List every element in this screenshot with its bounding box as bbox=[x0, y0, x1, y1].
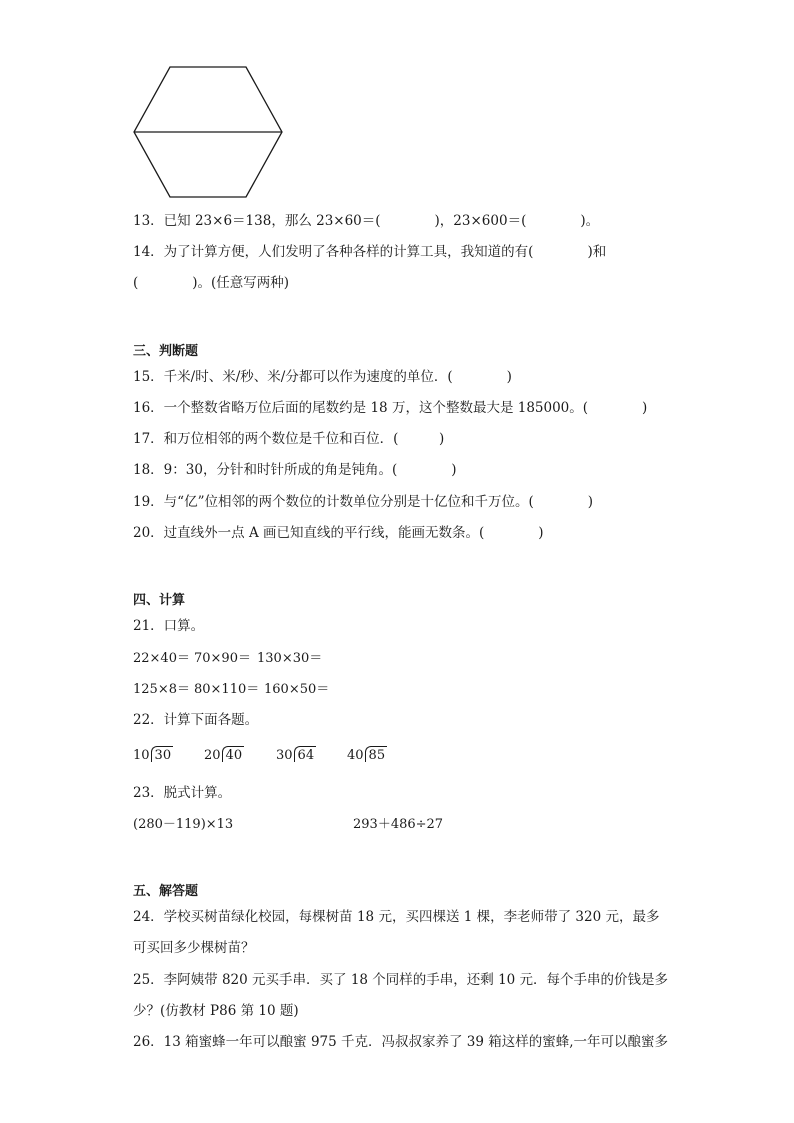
question-22: 22．计算下面各题。 bbox=[133, 712, 259, 728]
section-calculation-heading: 四、计算 bbox=[133, 593, 186, 608]
divisor: 20 bbox=[204, 748, 221, 763]
long-division bbox=[347, 746, 387, 762]
question-16: 16．一个整数省略万位后面的尾数约是 18 万，这个整数最大是 185000。( ) bbox=[133, 400, 648, 416]
long-division bbox=[276, 746, 316, 762]
question-15: 15．千米/时、米/秒、米/分都可以作为速度的单位．( ) bbox=[133, 369, 512, 385]
question-17: 17．和万位相邻的两个数位是千位和百位．( ) bbox=[133, 431, 445, 447]
question-14-line2: ( )。(任意写两种) bbox=[133, 275, 290, 291]
oral-calc-item: 125×8＝ bbox=[133, 682, 190, 697]
question-24-line2: 可买回多少棵树苗？ bbox=[133, 940, 255, 956]
divisor: 30 bbox=[276, 748, 293, 763]
dividend: 85 bbox=[365, 746, 388, 762]
question-23: 23．脱式计算。 bbox=[133, 785, 232, 801]
dividend: 64 bbox=[294, 746, 317, 762]
oral-calc-item: 130×30＝ bbox=[257, 651, 323, 666]
dividend: 30 bbox=[151, 746, 174, 762]
long-division bbox=[204, 746, 244, 762]
expression-1: (280－119)×13 bbox=[133, 817, 234, 832]
question-24-line1: 24．学校买树苗绿化校园，每棵树苗 18 元，买四棵送 1 棵，李老师带了 320 元，最多 bbox=[133, 909, 660, 925]
divisor: 40 bbox=[347, 748, 364, 763]
question-21: 21．口算。 bbox=[133, 618, 205, 634]
section-judgement-heading: 三、判断题 bbox=[133, 344, 199, 359]
question-18: 18．9：30，分针和时针所成的角是钝角。( ) bbox=[133, 462, 457, 478]
oral-calc-item: 70×90＝ bbox=[194, 651, 251, 666]
question-25-line2: 少？(仿教材 P86 第 10 题) bbox=[133, 1003, 299, 1019]
oral-calc-item: 22×40＝ bbox=[133, 651, 190, 666]
oral-calc-item: 80×110＝ bbox=[194, 682, 260, 697]
section-word-problems-heading: 五、解答题 bbox=[133, 884, 199, 899]
divisor: 10 bbox=[133, 748, 150, 763]
expression-2: 293＋486÷27 bbox=[353, 817, 444, 832]
dividend: 40 bbox=[222, 746, 245, 762]
question-26-line1: 26．13 箱蜜蜂一年可以酿蜜 975 千克．冯叔叔家养了 39 箱这样的蜜蜂,一年可以酿蜜多 bbox=[133, 1034, 669, 1050]
question-19: 19．与“亿”位相邻的两个数位的计数单位分别是十亿位和千万位。( ) bbox=[133, 494, 594, 510]
question-20: 20．过直线外一点 A 画已知直线的平行线，能画无数条。( ) bbox=[133, 525, 544, 541]
oral-calc-item: 160×50＝ bbox=[264, 682, 330, 697]
question-13: 13．已知 23×6＝138，那么 23×60＝( )，23×600＝( )。 bbox=[133, 213, 600, 229]
long-division bbox=[133, 746, 173, 762]
question-25-line1: 25．李阿姨带 820 元买手串．买了 18 个同样的手串，还剩 10 元．每个手串的价钱是多 bbox=[133, 972, 669, 988]
question-14-line1: 14．为了计算方便，人们发明了各种各样的计算工具，我知道的有( )和 bbox=[133, 244, 607, 260]
hexagon-figure bbox=[132, 64, 286, 202]
